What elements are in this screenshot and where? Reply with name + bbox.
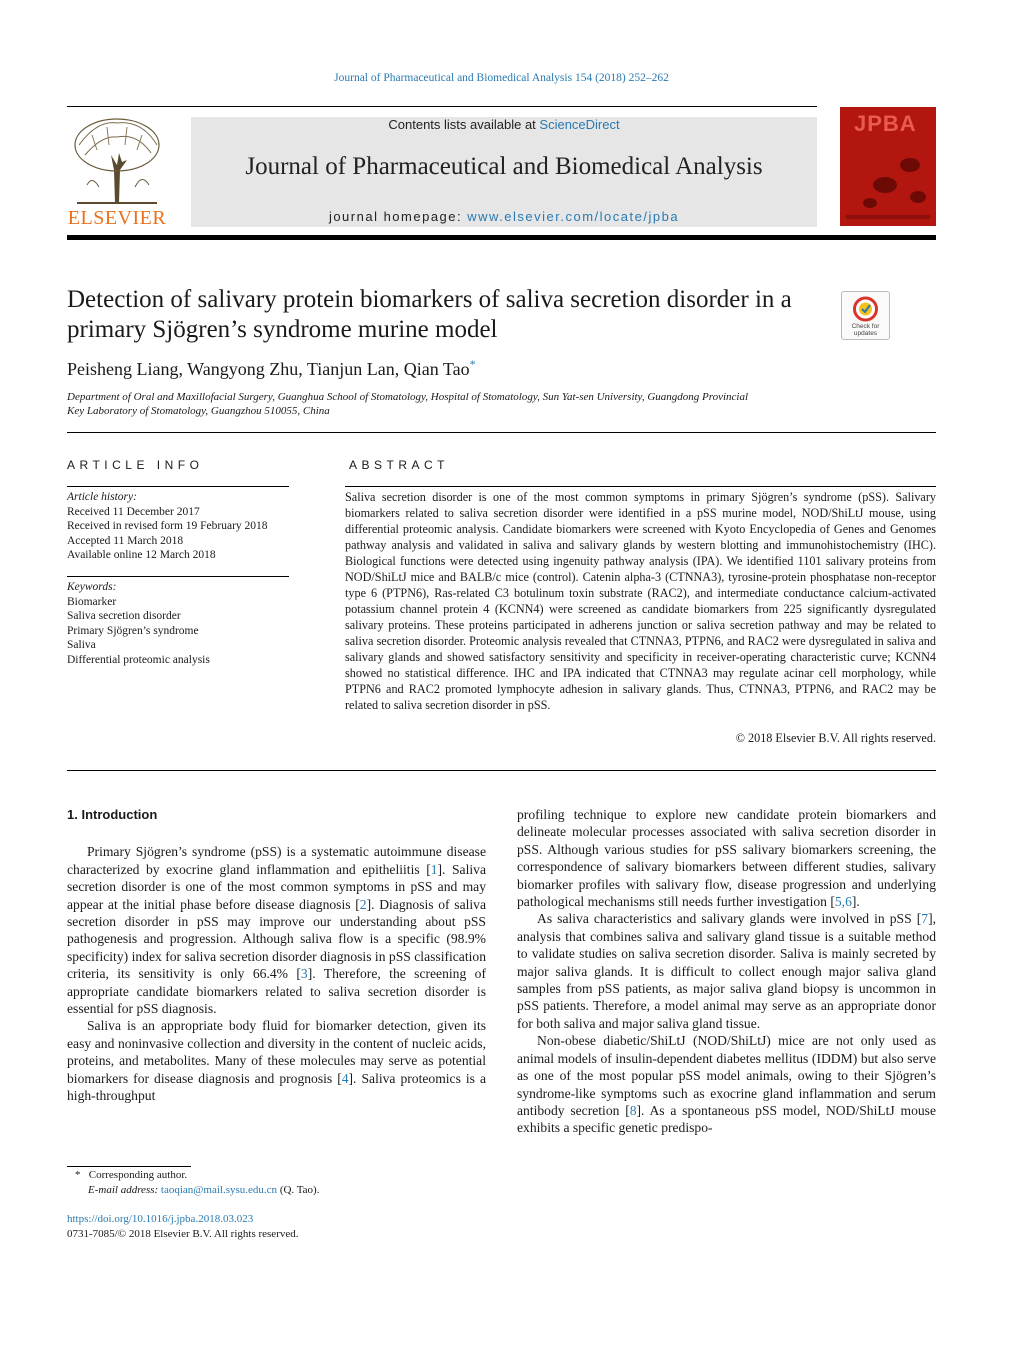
sciencedirect-link[interactable]: ScienceDirect [539, 117, 620, 132]
check-for-updates-button[interactable] [841, 291, 890, 340]
contents-line [191, 117, 817, 132]
body-right-column [517, 806, 936, 1137]
body-paragraph [517, 1032, 936, 1136]
history-revised: Received in revised form 19 February 2018 [67, 520, 268, 532]
article-title: Detection of salivary protein biomarkers of saliva secretion disorder in a primary Sjögren’s syndrome murine model [67, 286, 792, 343]
body-paragraph [517, 910, 936, 1032]
header-thick-rule [67, 235, 936, 240]
history-received: Received 11 December 2017 [67, 505, 200, 518]
footnote-mark: * [75, 1169, 81, 1181]
paragraph-text: ]. Therefore, the screening of appropriate candidate biomarkers related to saliva secretion disorder is essential for pSS diagnosis. [67, 966, 486, 1017]
paragraph-text: ]. As a spontaneous pSS model, NOD/ShiLtJ mouse exhibits a specific genetic predispo- [517, 1102, 936, 1136]
article-history [67, 490, 297, 563]
keyword-item: Saliva [67, 639, 96, 651]
homepage-line [191, 209, 817, 224]
journal-header-band [191, 117, 817, 227]
keyword-item: Biomarker [67, 595, 117, 608]
footnote-email [67, 1183, 486, 1198]
cover-art [840, 107, 936, 226]
abstract-heading: ABSTRACT [349, 458, 450, 472]
doi-block [67, 1212, 299, 1242]
keyword-item: Saliva secretion disorder [67, 610, 181, 622]
contents-prefix: Contents lists available at [388, 117, 540, 132]
issn-copyright: 0731-7085/© 2018 Elsevier B.V. All rights reserved. [67, 1228, 299, 1240]
email-suffix: (Q. Tao). [277, 1184, 320, 1196]
body-paragraph [517, 806, 936, 910]
affiliation-line-2: Key Laboratory of Stomatology, Guangzhou 510055, China [67, 405, 330, 417]
cover-title: JPBA [854, 111, 917, 136]
abstract-copyright: © 2018 Elsevier B.V. All rights reserved. [735, 731, 936, 745]
homepage-link[interactable]: www.elsevier.com/locate/jpba [467, 209, 680, 224]
left-paragraphs [67, 843, 486, 1104]
paragraph-text: ]. Saliva secretion disorder is one of the most common symptoms in pSS and may appear at the initial phase before disease diagnosis [ [67, 861, 486, 912]
elsevier-tree-icon [67, 115, 167, 207]
footnote-rule [67, 1166, 191, 1167]
journal-citation[interactable]: Journal of Pharmaceutical and Biomedical Analysis 154 (2018) 252–262 [334, 72, 669, 84]
citation-link[interactable]: 7 [921, 911, 929, 927]
right-paragraphs [517, 806, 936, 1137]
citation-link[interactable]: 5,6 [834, 894, 852, 910]
history-accepted: Accepted 11 March 2018 [67, 534, 184, 547]
title-rule [67, 432, 936, 433]
journal-name: Journal of Pharmaceutical and Biomedical Analysis [245, 153, 763, 180]
citation-link[interactable]: 1 [430, 861, 438, 877]
elsevier-logo[interactable] [67, 115, 167, 230]
publisher-name: ELSEVIER [67, 207, 167, 229]
corresponding-label: Corresponding author. [88, 1169, 188, 1181]
header-rule [67, 106, 817, 107]
paragraph-text: ]. Diagnosis of saliva secretion disorder in pSS may improve our understanding about pSS pathogenesis and progression. Although saliva flow is a specific (98.9% specificity) index for saliva secretion disorder diagnosis in pSS classification criteria, its sensitivity is only 66.4% [ [67, 896, 486, 982]
check-updates-label: Check for updates [851, 323, 880, 337]
citation-link[interactable]: 2 [359, 896, 367, 912]
keywords [67, 580, 297, 667]
article-info-rule [67, 486, 289, 487]
history-online: Available online 12 March 2018 [67, 549, 216, 561]
citation-link[interactable]: 3 [300, 966, 308, 982]
paragraph-text: Non-obese diabetic/ShiLtJ (NOD/ShiLtJ) mice are not only used as animal models of insulin-dependent diabetes mellitus (IDDM) but also serve as one of the most popular pSS model animals, owing to their Sjögren’s syndrome-like symptoms such as exocrine gland inflammation and serum antibody secretion [ [517, 1033, 936, 1118]
keyword-item: Primary Sjögren’s syndrome [67, 624, 199, 637]
homepage-prefix: journal homepage: [328, 209, 468, 224]
paragraph-text: Saliva is an appropriate body fluid for biomarker detection, given its easy and noninvasive collection and diversity in the content of nucleic acids, proteins, and metabolites. Many of these molecules may serve as potential biomarkers for disease diagnosis and prognosis [ [67, 1018, 486, 1086]
paragraph-text: ]. Saliva proteomics is a high-throughput [67, 1070, 486, 1104]
paragraph-text: profiling technique to explore new candidate protein biomarkers and delineate molecular processes associated with saliva secretion disorder in pSS. Although various studies for pSS salivary biomarkers screening, the correspondence of salivary biomarkers between different studies, salivary biomarker profiles with salivary flow, disease progression and underlying pathological mechanisms still needs further investigation [ [517, 807, 936, 910]
body-paragraph [67, 843, 486, 1017]
section-heading-introduction: 1. Introduction [67, 807, 158, 822]
abstract-text: Saliva secretion disorder is one of the most common symptoms in primary Sjögren’s syndrome (pSS). Salivary biomarkers related to saliva secretion disorder were identified in a pSS murine model, NOD/ShiLtJ mouse, using differential proteomic analysis. Candidate biomarkers were screened with Kyoto Encyclopedia of Genes and Genomes pathway analysis and validated in saliva and salivary glands by western blotting and immunohistochemistry (IHC). Biological functions were detected using ingenuity pathway analysis (IPA). We identified 1101 salivary proteins from NOD/ShiLtJ mice and BALB/c mice (control). Catenin alpha-3 (CTNNA3), tyrosine-protein phosphatase non-receptor type 6 (PTPN6), Ras-related C3 botulinum toxin substrate (RAC2), and intermediate conductance calcium-activated potassium channel protein 4 (KCNN4) were screened as candidate biomarkers from 225 significantly dysregulated salivary proteins. These proteins participated in adherens junction or saliva secretion pathway and may be related to saliva secretion disorder. Proteomic analysis revealed that CTNNA3, PTPN6, and RAC2 were dysregulated in saliva and salivary glands and showed satisfactory sensitivity and specificity in receiver-operating characteristic curve; KCNN4 showed no statistical difference. IHC and IPA indicated that CTNNA3 may regulate acinar cell morphology, while PTPN6 and RAC2 promoted lymphocyte adhesion in salivary glands. Thus, CTNNA3, PTPN6, and RAC2 may be related to saliva secretion disorder in pSS. [345, 490, 936, 712]
paragraph-text: ]. [851, 894, 860, 910]
citation-link[interactable]: 4 [341, 1070, 349, 1086]
footnote [67, 1168, 486, 1198]
citation-link[interactable]: 8 [629, 1102, 637, 1118]
paragraph-text: Primary Sjögren’s syndrome (pSS) is a systematic autoimmune disease characterized by exocrine gland inflammation and epitheliitis [ [67, 844, 486, 877]
affiliation [67, 390, 827, 418]
history-label: Article history: [67, 491, 137, 503]
email-label: E-mail address: [88, 1184, 159, 1196]
keyword-item: Differential proteomic analysis [67, 653, 210, 666]
body-paragraph [67, 1017, 486, 1104]
journal-cover-image[interactable] [840, 107, 936, 226]
keywords-rule [67, 576, 289, 577]
corresponding-author-mark[interactable]: * [469, 357, 476, 371]
author-list [67, 357, 476, 380]
footnote-corresponding [67, 1168, 486, 1183]
doi-link[interactable]: https://doi.org/10.1016/j.jpba.2018.03.023 [67, 1213, 254, 1225]
paragraph-text: As saliva characteristics and salivary glands were involved in pSS [ [537, 911, 922, 927]
authors-text: Peisheng Liang, Wangyong Zhu, Tianjun Lan, Qian Tao [67, 359, 470, 379]
abstract-end-rule [67, 770, 936, 771]
body-left-column [67, 806, 486, 1105]
abstract-rule [345, 486, 936, 487]
article-info-heading: ARTICLE INFO [67, 458, 204, 472]
email-link[interactable]: taoqian@mail.sysu.edu.cn [160, 1184, 278, 1196]
paragraph-text: ], analysis that combines saliva and salivary gland tissue is a suitable method to validate studies on saliva secretion disorder. Saliva is mainly secreted by major saliva glands. It is difficult to collect enough major saliva gland samples from pSS patients, as major saliva gland biopsy is uncommon in pSS patients. Therefore, a model animal may serve as an appropriate donor for both saliva and major saliva gland tissue. [517, 911, 936, 1031]
keywords-label: Keywords: [67, 581, 117, 593]
affiliation-line-1: Department of Oral and Maxillofacial Surgery, Guanghua School of Stomatology, Hospital of Stomatology, Sun Yat-sen University, Guangdong Provincial [67, 391, 749, 403]
